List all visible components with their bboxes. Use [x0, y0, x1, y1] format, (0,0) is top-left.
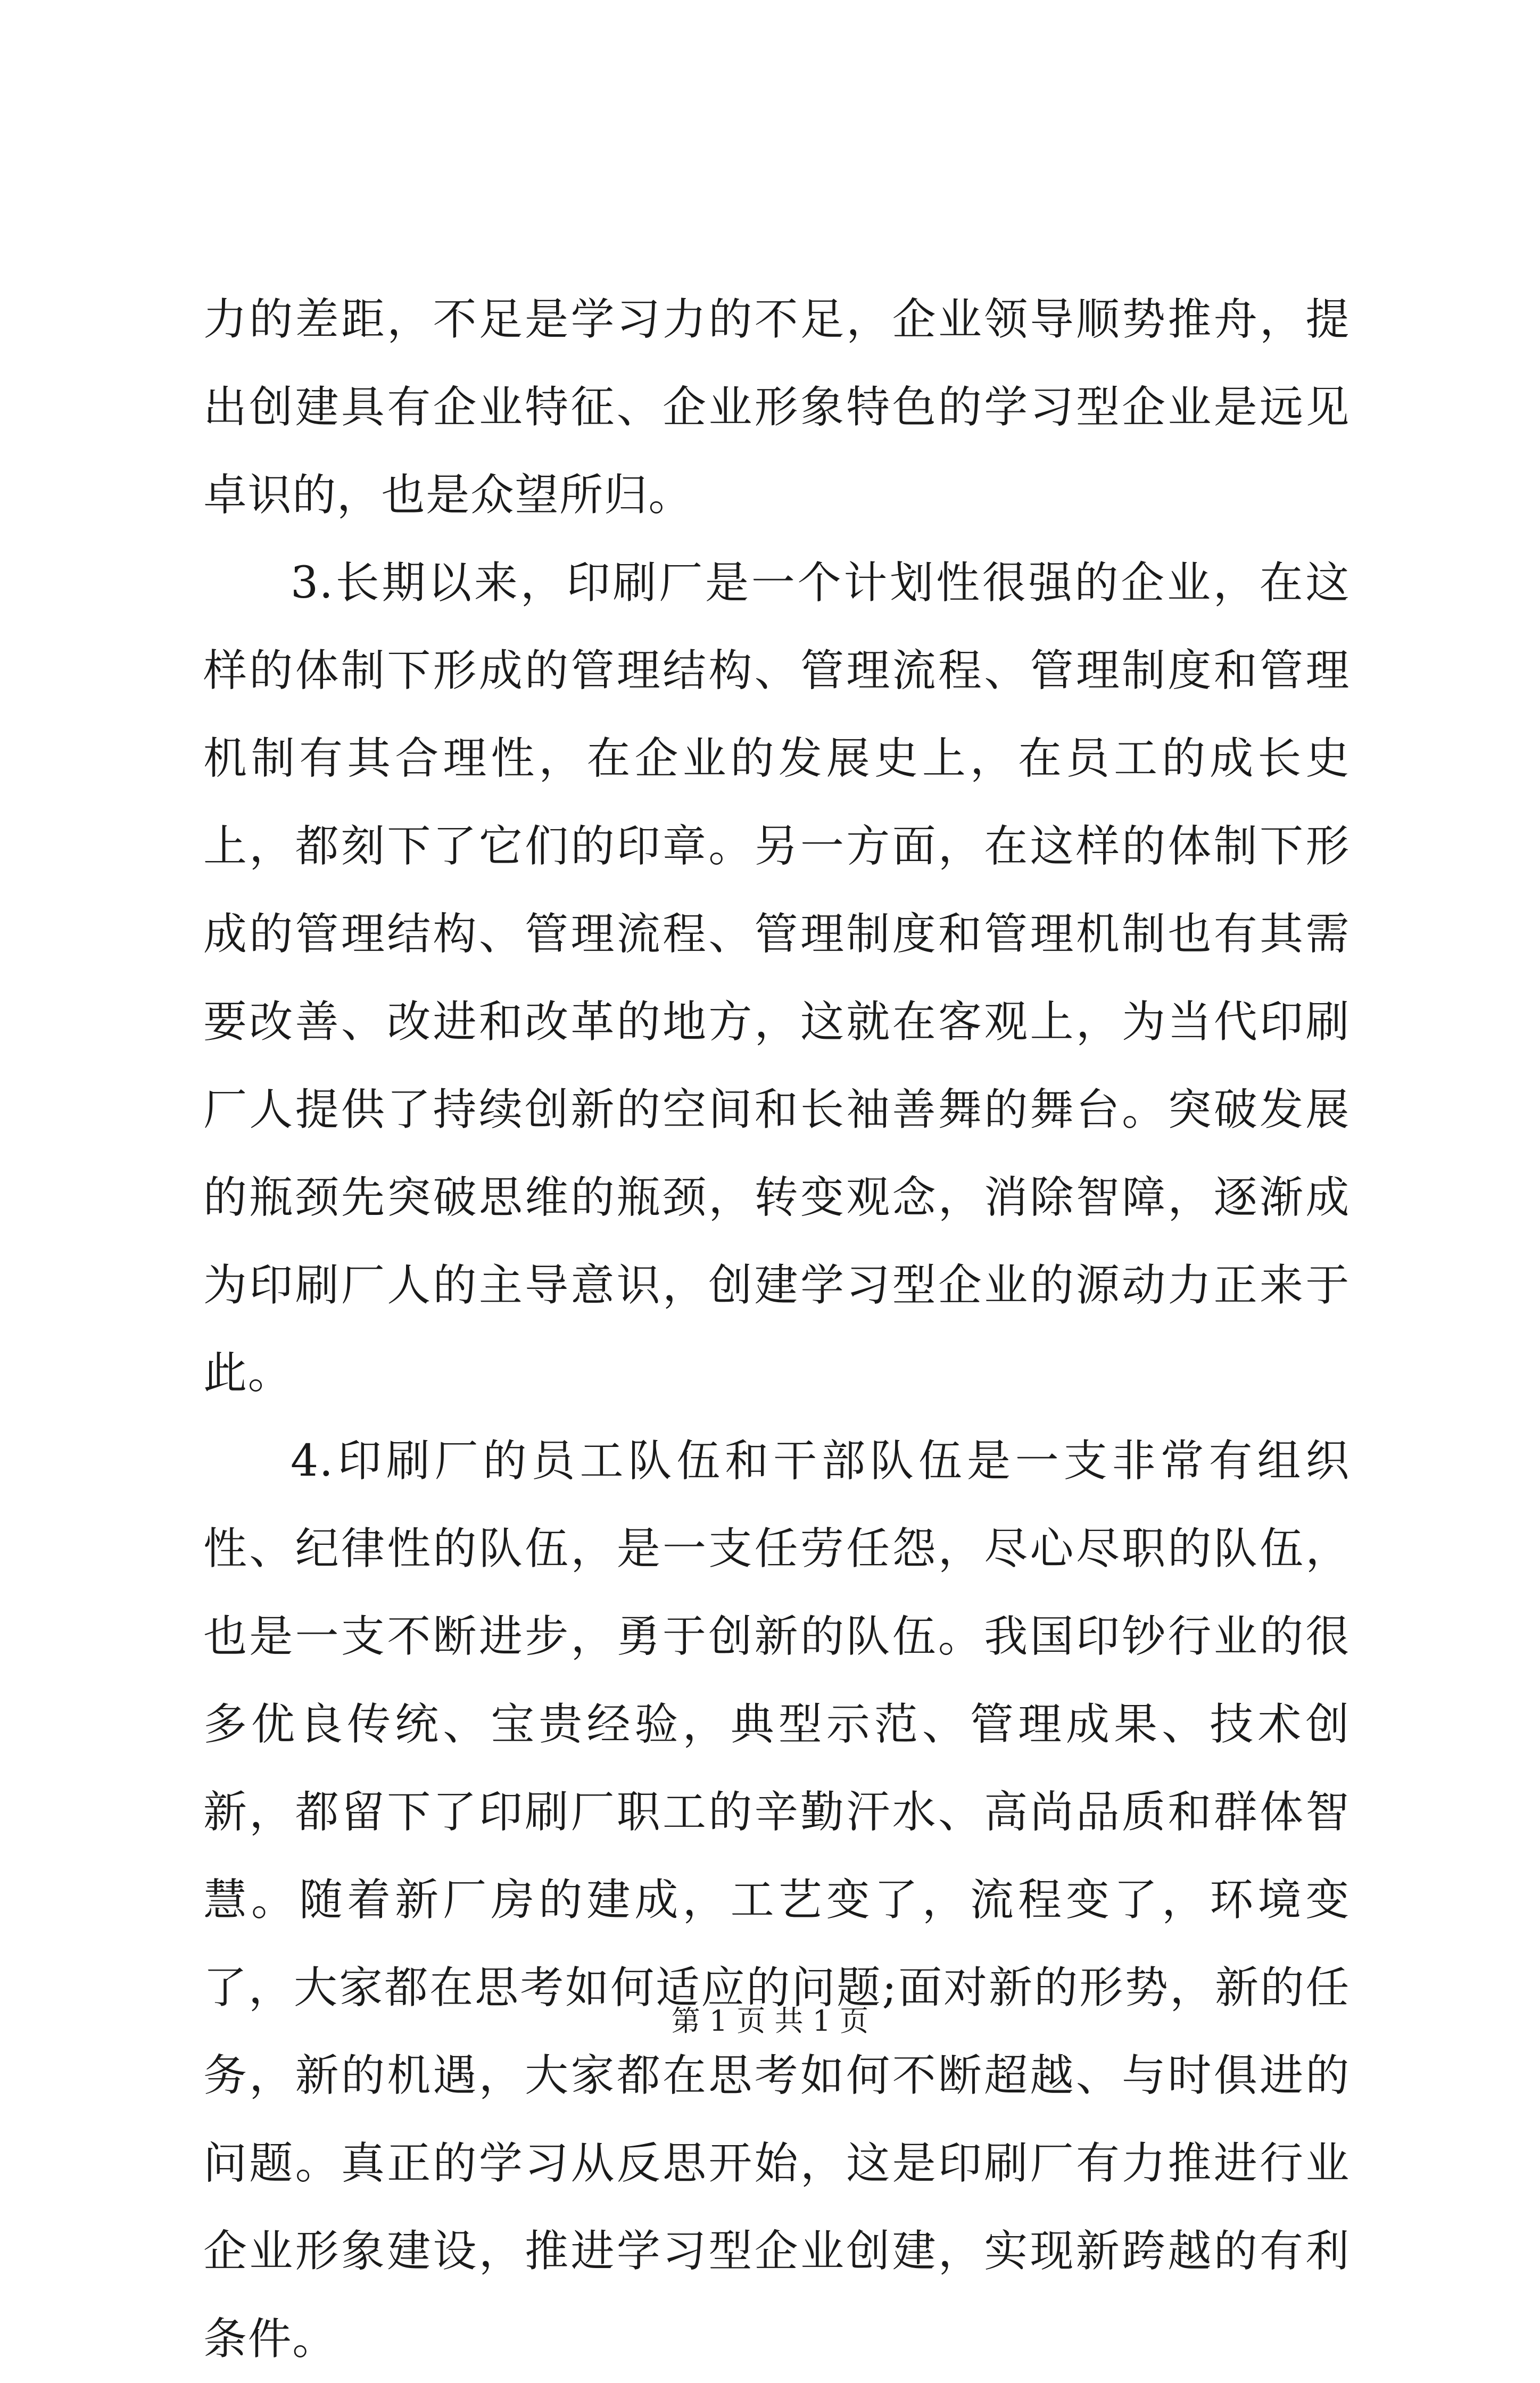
page-footer: 第 1 页 共 1 页: [671, 2004, 869, 2038]
paragraph-continuation: 力的差距，不足是学习力的不足，企业领导顺势推舟，提出创建具有企业特征、企业形象特色的学习型企业是远见卓识的，也是众望所归。: [203, 294, 1350, 520]
paragraph-point-3: 3.长期以来，印刷厂是一个计划性很强的企业，在这样的体制下形成的管理结构、管理流程、管理制度和管理机制有其合理性，在企业的发展史上，在员工的成长史上，都刻下了它们的印章。另一方面，在这样的体制下形成的管理结构、管理流程、管理制度和管理机制也有其需要改善、改进和改革的地方，这就在客观上，为当代印刷厂人提供了持续创新的空间和长袖善舞的舞台。突破发展的瓶颈先突破思维的瓶颈，转变观念，消除智障，逐渐成为印刷厂人的主导意识，创建学习型企业的源动力正来于此。: [203, 558, 1350, 1399]
document-body: [203, 276, 1350, 2383]
paragraph-point-4: 4.印刷厂的员工队伍和干部队伍是一支非常有组织性、纪律性的队伍，是一支任劳任怨，尽心尽职的队伍，也是一支不断进步，勇于创新的队伍。我国印钞行业的很多优良传统、宝贵经验，典型示范、管理成果、技术创新，都留下了印刷厂职工的辛勤汗水、高尚品质和群体智慧。随着新厂房的建成，工艺变了，流程变了，环境变了，大家都在思考如何适应的问题;面对新的形势，新的任务，新的机遇，大家都在思考如何不断超越、与时俱进的问题。真正的学习从反思开始，这是印刷厂有力推进行业企业形象建设，推进学习型企业创建，实现新跨越的有利条件。: [203, 1436, 1350, 2364]
